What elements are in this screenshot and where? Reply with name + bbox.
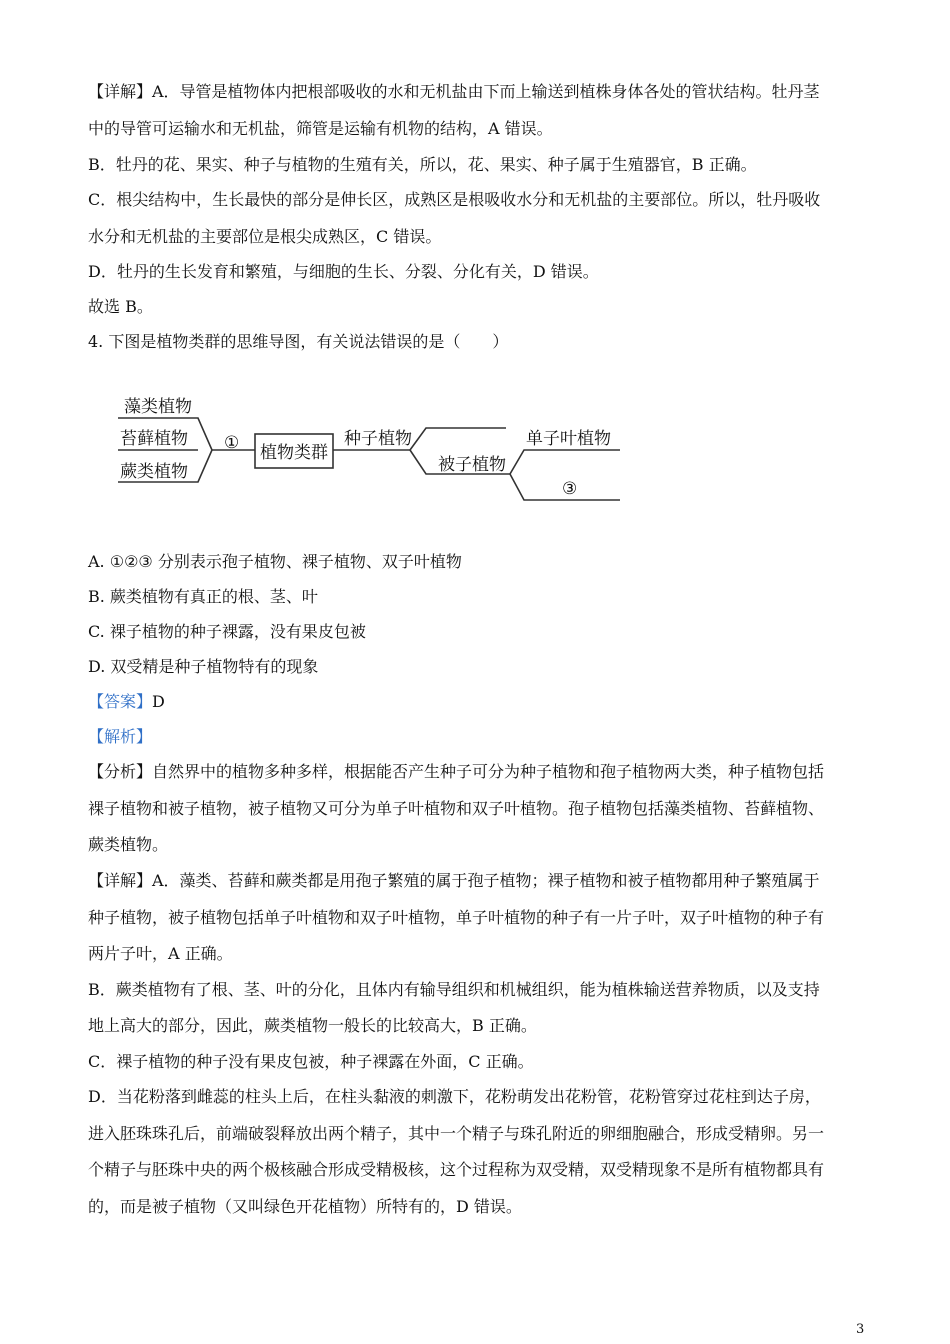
detail-paragraph-b: B．牡丹的花、果实、种子与植物的生殖有关，所以，花、果实、种子属于生殖器官，B 正确。 — [88, 155, 757, 174]
node-angiosperms: 被子植物 — [438, 455, 506, 475]
detail2-line8: 进入胚珠珠孔后，前端破裂释放出两个精子，其中一个精子与珠孔附近的卵细胞融合，形成受精卵。另一 — [88, 1124, 825, 1143]
page-number: 3 — [856, 1322, 865, 1337]
node-ferns: 蕨类植物 — [120, 462, 188, 482]
detail-paragraph-d: D．牡丹的生长发育和繁殖，与细胞的生长、分裂、分化有关，D 错误。 — [88, 262, 599, 281]
detail2-line5: 地上高大的部分，因此，蕨类植物一般长的比较高大，B 正确。 — [88, 1016, 537, 1035]
detail2-line9: 个精子与胚珠中央的两个极核融合形成受精极核，这个过程称为双受精，双受精现象不是所有植物都具有 — [88, 1160, 825, 1179]
detail2-line4: B．蕨类植物有了根、茎、叶的分化，且体内有输导组织和机械组织，能为植株输送营养物质，以及支持 — [88, 980, 820, 999]
detail-paragraph-c-line1: C．根尖结构中，生长最快的部分是伸长区，成熟区是根吸收水分和无机盐的主要部位。所以，牡丹吸收 — [88, 190, 821, 209]
option-c: C. 裸子植物的种子裸露，没有果皮包被 — [88, 622, 366, 641]
circle-1-label: ① — [224, 433, 240, 453]
node-plant-groups: 植物类群 — [260, 443, 328, 463]
node-seed-plants: 种子植物 — [344, 429, 412, 449]
analysis-line1: 【分析】自然界中的植物多种多样，根据能否产生种子可分为种子植物和孢子植物两大类，种子植物包括 — [88, 762, 825, 781]
answer-line — [88, 692, 165, 712]
detail2-line2: 种子植物，被子植物包括单子叶植物和双子叶植物，单子叶植物的种子有一片子叶，双子叶植物的种子有 — [88, 908, 825, 927]
detail2-line6: C．裸子植物的种子没有果皮包被，种子裸露在外面，C 正确。 — [88, 1052, 534, 1071]
conclusion-line: 故选 B。 — [88, 297, 153, 316]
option-a: A. ①②③ 分别表示孢子植物、裸子植物、双子叶植物 — [88, 552, 462, 571]
option-b: B. 蕨类植物有真正的根、茎、叶 — [88, 587, 318, 606]
detail2-line1: 【详解】A．藻类、苔藓和蕨类都是用孢子繁殖的属于孢子植物；裸子植物和被子植物都用种子繁殖属于 — [88, 871, 820, 890]
branch-mono-line — [510, 450, 620, 474]
detail-paragraph-c-line2: 水分和无机盐的主要部位是根尖成熟区，C 错误。 — [88, 227, 442, 246]
detail2-line3: 两片子叶，A 正确。 — [88, 944, 233, 963]
circle-3-label: ③ — [562, 479, 578, 499]
node-algae: 藻类植物 — [124, 397, 192, 417]
analysis-label: 【解析】 — [88, 727, 153, 746]
answer-value: D — [152, 692, 165, 711]
branch-circle-2-line — [410, 428, 506, 450]
analysis-line2: 裸子植物和被子植物，被子植物又可分为单子叶植物和双子叶植物。孢子植物包括藻类植物、苔藓植物、 — [88, 799, 825, 818]
plant-groups-mind-map — [110, 390, 630, 510]
answer-label: 【答案】 — [88, 692, 153, 711]
option-d: D. 双受精是种子植物特有的现象 — [88, 657, 319, 676]
analysis-line3: 蕨类植物。 — [88, 835, 169, 854]
detail-paragraph-a-line1: 【详解】A．导管是植物体内把根部吸收的水和无机盐由下而上输送到植株身体各处的管状结构。牡丹茎 — [88, 82, 820, 101]
question-4-stem: 4. 下图是植物类群的思维导图，有关说法错误的是（ ） — [88, 332, 509, 351]
node-monocots: 单子叶植物 — [526, 429, 611, 449]
detail2-line7: D．当花粉落到雌蕊的柱头上后，在柱头黏液的刺激下，花粉萌发出花粉管，花粉管穿过花柱到达子房， — [88, 1087, 821, 1106]
detail2-line10: 的，而是被子植物（又叫绿色开花植物）所特有的，D 错误。 — [88, 1197, 522, 1216]
node-bryophytes: 苔藓植物 — [120, 429, 188, 449]
detail-paragraph-a-line2: 中的导管可运输水和无机盐，筛管是运输有机物的结构，A 错误。 — [88, 119, 553, 138]
